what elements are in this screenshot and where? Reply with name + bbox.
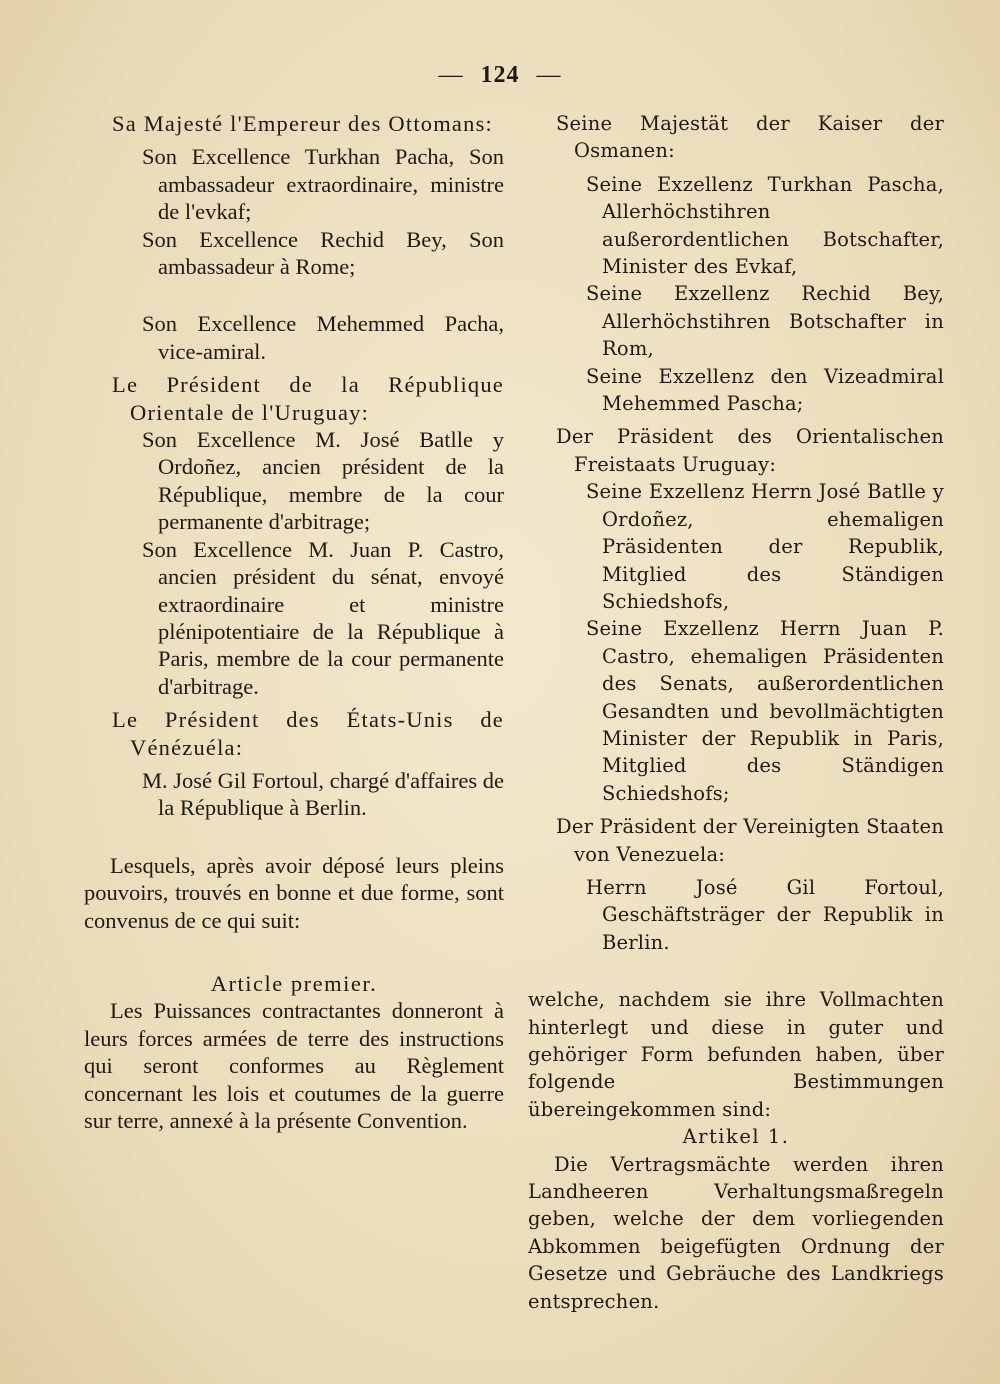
fr-president-uruguay: Le Président de la République Orientale de l'Uruguay: xyxy=(112,372,504,425)
de-plenipotentiary-fortoul: Herrn José Gil Fortoul, Geschäftsträger der Republik in Berlin. xyxy=(586,875,944,954)
fr-plenipotentiary-batlle: Son Excellence M. José Batlle y Ordoñez, ancien président de la République, membre de la cour permanente d'arbitrage; xyxy=(142,427,504,535)
de-plenipotentiary-turkhan: Seine Exzellenz Turkhan Pascha, Allerhöchstihren außerordentlichen Botschafter, Minister des Evkaf, xyxy=(586,172,944,279)
page-number-line xyxy=(0,62,1000,89)
page-number-dash-left: — xyxy=(438,62,464,88)
fr-president-venezuela: Le Président des États-Unis de Vénézuéla: xyxy=(112,707,504,760)
fr-plenipotentiary-mehemmed: Son Excellence Mehemmed Pacha, vice-amiral. xyxy=(142,311,504,364)
french-column xyxy=(84,110,504,1133)
fr-article-text: Les Puissances contractantes donneront à leurs forces armées de terre des instructions qui seront conformes au Règlement concernant les lois et coutumes de la guerre sur terre, annexé à la présente Convention. xyxy=(84,998,504,1133)
de-plenipotentiary-castro: Seine Exzellenz Herrn Juan P. Castro, ehemaligen Präsidenten des Senats, außerordentlichen Gesandten und bevollmächtigten Minister der Republik in Paris, Mitglied des Ständigen Schiedshofs; xyxy=(586,617,944,805)
page-number: 124 xyxy=(480,62,520,88)
de-plenipotentiary-batlle: Seine Exzellenz Herrn José Batlle y Ordoñez, ehemaligen Präsidenten der Republik, Mitglied des Ständigen Schiedshofs, xyxy=(586,480,944,613)
de-article-title: Artikel 1. xyxy=(682,1125,790,1149)
fr-lesquels-paragraph: Lesquels, après avoir déposé leurs pleins pouvoirs, trouvés en bonne et due forme, sont convenus de ce qui suit: xyxy=(84,852,504,933)
de-welche-paragraph: welche, nachdem sie ihre Vollmachten hinterlegt und diese in guter und gehöriger Form befunden haben, über folgende Bestimmungen übereingekommen sind: xyxy=(528,988,944,1121)
fr-plenipotentiary-turkhan: Son Excellence Turkhan Pacha, Son ambassadeur extraordinaire, ministre de l'evkaf; xyxy=(142,144,504,225)
de-president-uruguay: Der Präsident des Orientalischen Freistaats Uruguay: xyxy=(556,425,944,476)
fr-closing-block xyxy=(84,852,504,1135)
de-sovereign-ottoman: Seine Majestät der Kaiser der Osmanen: xyxy=(556,112,944,163)
de-president-venezuela: Der Präsident der Vereinigten Staaten von Venezuela: xyxy=(556,815,944,866)
fr-sovereign-ottoman: Sa Majesté l'Empereur des Ottomans: xyxy=(112,111,493,136)
fr-plenipotentiary-rechid: Son Excellence Rechid Bey, Son ambassadeur à Rome; xyxy=(142,226,504,280)
de-article-text: Die Vertragsmächte werden ihren Landheeren Verhaltungsmaßregeln geben, welche der dem vorliegenden Abkommen beigefügten Ordnung der Gesetze und Gebräuche des Landkriegs entsprechen. xyxy=(528,1152,944,1313)
fr-plenipotentiary-fortoul: M. José Gil Fortoul, chargé d'affaires de la République à Berlin. xyxy=(142,767,504,821)
de-closing-block xyxy=(528,986,944,1315)
fr-plenipotentiary-castro: Son Excellence M. Juan P. Castro, ancien président du sénat, envoyé extraordinaire et ministre plénipotentiaire de la République à Paris, membre de la cour permanente d'arbitrage. xyxy=(142,536,504,699)
de-plenipotentiary-mehemmed: Seine Exzellenz den Vizeadmiral Mehemmed Pascha; xyxy=(586,364,944,416)
de-plenipotentiary-rechid: Seine Exzellenz Rechid Bey, Allerhöchstihren Botschafter in Rom, xyxy=(586,282,944,361)
german-column xyxy=(528,110,944,1313)
page-number-dash-right: — xyxy=(536,62,562,88)
fr-article-title: Article premier. xyxy=(210,970,378,996)
